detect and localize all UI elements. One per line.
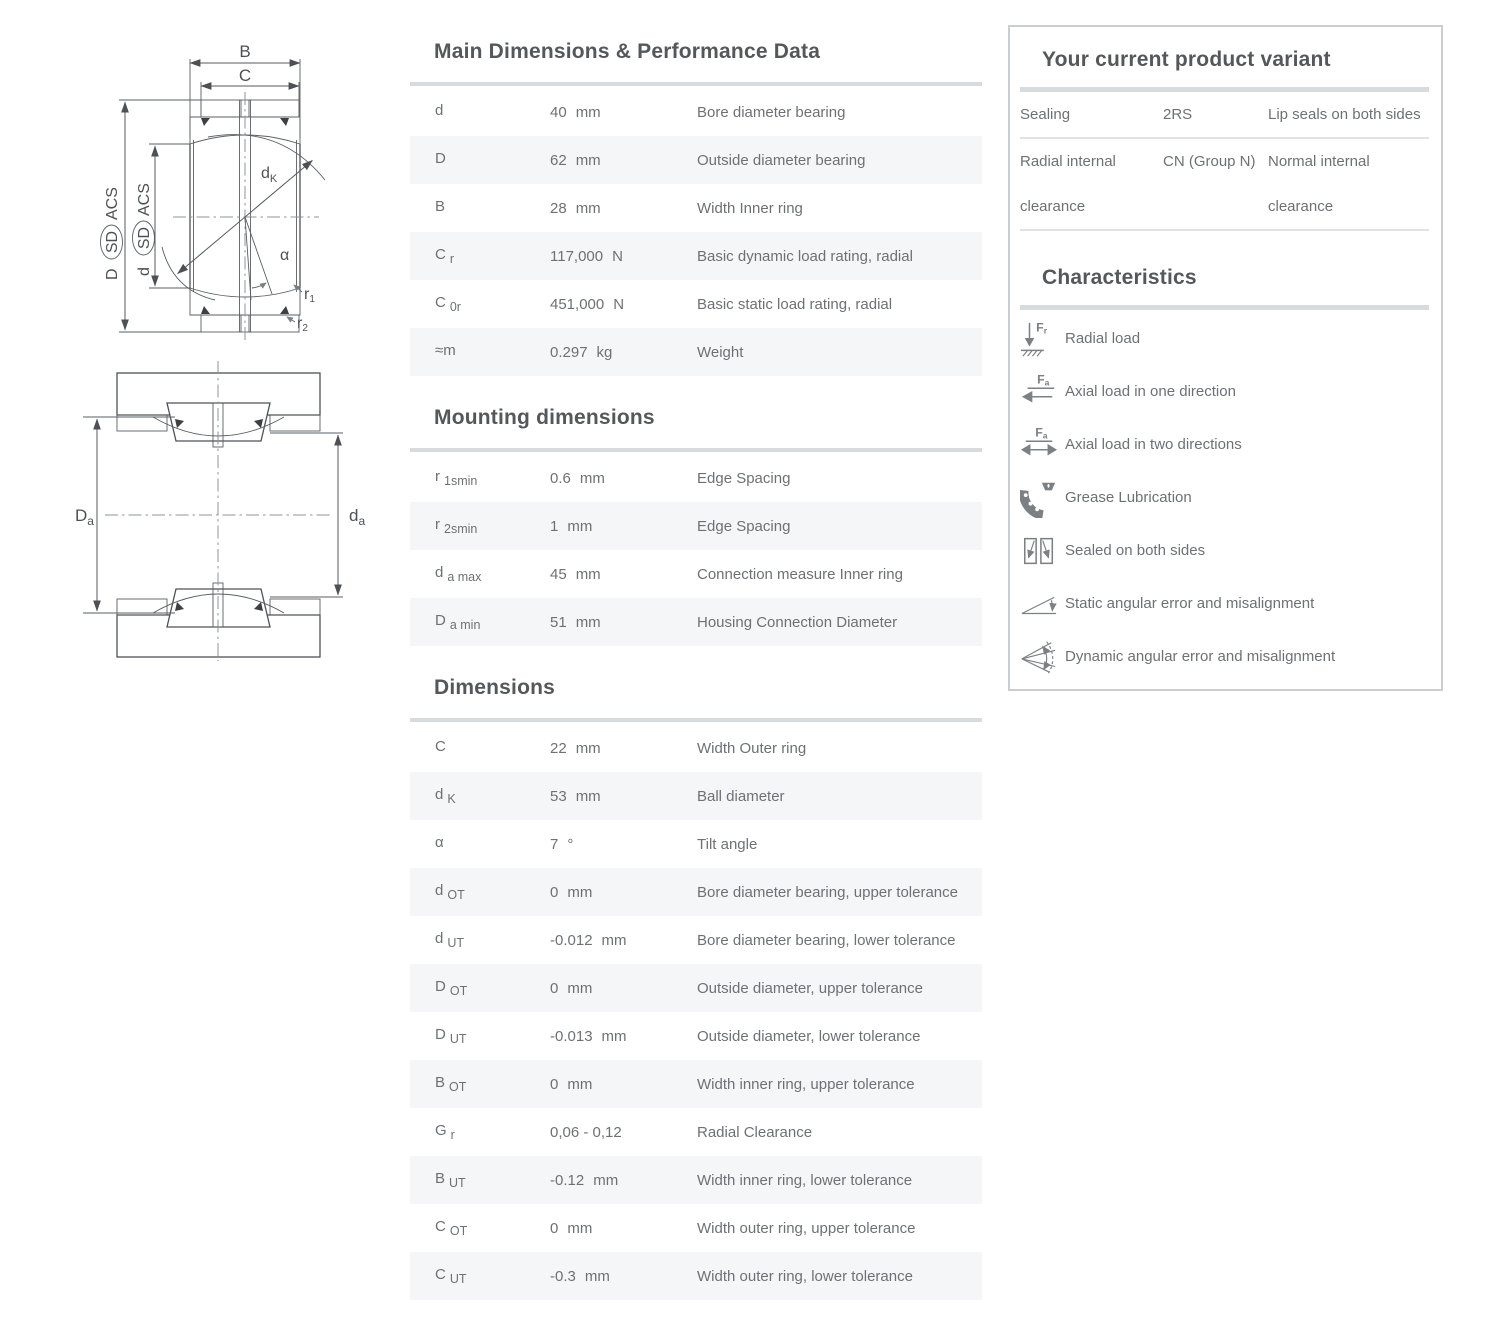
- svg-text:d: d: [136, 267, 153, 276]
- characteristic-label: Dynamic angular error and misalignment: [1065, 648, 1336, 665]
- description-cell: Tilt angle: [697, 835, 758, 853]
- value-cell: 0 mm: [550, 883, 593, 901]
- description-cell: Basic dynamic load rating, radial: [697, 247, 913, 265]
- table-row: [410, 1012, 982, 1060]
- svg-text:Fr: Fr: [1036, 319, 1048, 335]
- symbol-cell: C $_{0r}$: [435, 294, 461, 314]
- value-cell: 22 mm: [550, 739, 601, 757]
- table-row: [410, 772, 982, 820]
- section-title: Mounting dimensions: [434, 406, 655, 429]
- svg-text:Fa: Fa: [1037, 371, 1050, 387]
- value-cell: 0.297 kg: [550, 343, 613, 361]
- axial-load-two-directions-icon: [1020, 425, 1058, 465]
- symbol-cell: ≈m: [435, 342, 456, 359]
- shaft-diameter-label: $d_a$: [349, 506, 366, 528]
- characteristic-label: Radial load: [1065, 330, 1141, 347]
- description-cell: Housing Connection Diameter: [697, 613, 898, 631]
- description-cell: Basic static load rating, radial: [697, 295, 893, 313]
- svg-text:D: D: [104, 268, 121, 280]
- housing-diameter-label: $D_a$: [75, 506, 94, 528]
- description-cell: Width Inner ring: [697, 199, 803, 217]
- table-row: [410, 184, 982, 232]
- dimension-tables-column: [410, 38, 982, 1300]
- variant-value: 2RS: [1163, 106, 1193, 123]
- symbol-cell: C $_{UT}$: [435, 1266, 467, 1286]
- dk-label: $d_K$: [261, 165, 278, 185]
- symbol-cell: d $_{a max}$: [435, 564, 482, 584]
- table-row: [410, 964, 982, 1012]
- characteristics-list: [1020, 312, 1429, 683]
- panel-divider: [1020, 305, 1429, 310]
- svg-text:SD: SD: [136, 226, 153, 250]
- symbol-cell: D: [435, 150, 446, 167]
- description-cell: Bore diameter bearing, upper tolerance: [697, 883, 958, 901]
- characteristic-item: [1020, 418, 1429, 471]
- variant-value: CN (Group N): [1163, 153, 1256, 170]
- value-cell: 51 mm: [550, 613, 601, 631]
- alpha-label: α: [280, 247, 290, 264]
- value-cell: 62 mm: [550, 151, 601, 169]
- variant-row: [1020, 92, 1429, 137]
- table-row: [410, 868, 982, 916]
- symbol-cell: d $_{OT}$: [435, 882, 465, 902]
- characteristics-title: Characteristics: [1042, 266, 1197, 289]
- svg-text:ACS: ACS: [136, 183, 153, 216]
- table-row: [410, 88, 982, 136]
- radial-load-icon: [1020, 319, 1058, 359]
- value-cell: -0.3 mm: [550, 1267, 610, 1285]
- variant-description: Normal internal clearance: [1268, 153, 1370, 215]
- main-dimensions-section: [410, 38, 982, 376]
- symbol-cell: G $_r$: [435, 1122, 455, 1142]
- section-divider: [410, 448, 982, 452]
- characteristic-label: Sealed on both sides: [1065, 542, 1206, 559]
- table-row: [410, 1060, 982, 1108]
- symbol-cell: D $_{OT}$: [435, 978, 468, 998]
- value-cell: -0.012 mm: [550, 931, 627, 949]
- table-row: [410, 820, 982, 868]
- symbol-cell: B $_{OT}$: [435, 1074, 467, 1094]
- value-cell: 45 mm: [550, 565, 601, 583]
- dimensions-table: [410, 724, 982, 1300]
- svg-text:SD: SD: [104, 230, 121, 254]
- variant-description: Lip seals on both sides: [1268, 106, 1421, 123]
- bearing-cross-section-drawing: [75, 28, 370, 346]
- section-title: Main Dimensions & Performance Data: [434, 40, 821, 63]
- r2-label: r2: [297, 315, 308, 334]
- variant-row: [1020, 139, 1429, 229]
- bore-diameter-axis-label: [133, 183, 155, 276]
- mounting-dimensions-section: [410, 404, 982, 646]
- section-divider: [410, 82, 982, 86]
- description-cell: Outside diameter bearing: [697, 151, 866, 169]
- mounting-dimensions-table: [410, 454, 982, 646]
- value-cell: -0.12 mm: [550, 1171, 619, 1189]
- svg-text:ACS: ACS: [104, 187, 121, 220]
- symbol-cell: d: [435, 102, 444, 119]
- symbol-cell: α: [435, 834, 444, 851]
- description-cell: Bore diameter bearing, lower tolerance: [697, 931, 956, 949]
- table-row: [410, 328, 982, 376]
- symbol-cell: D $_{a min}$: [435, 612, 481, 632]
- table-row: [410, 550, 982, 598]
- dynamic-angular-error-icon: [1020, 637, 1058, 677]
- bearing-mounted-drawing: [75, 355, 370, 667]
- description-cell: Connection measure Inner ring: [697, 565, 903, 583]
- value-cell: 40 mm: [550, 103, 601, 121]
- table-row: [410, 454, 982, 502]
- table-row: [410, 502, 982, 550]
- table-row: [410, 1252, 982, 1300]
- value-cell: -0.013 mm: [550, 1027, 627, 1045]
- value-cell: 0 mm: [550, 1219, 593, 1237]
- characteristic-label: Axial load in one direction: [1065, 383, 1236, 400]
- axial-load-one-direction-icon: [1020, 372, 1058, 412]
- svg-text:Fa: Fa: [1035, 424, 1048, 440]
- table-row: [410, 1204, 982, 1252]
- section-title: Dimensions: [434, 676, 556, 699]
- dimensions-section: [410, 674, 982, 1300]
- characteristic-item: [1020, 365, 1429, 418]
- symbol-cell: d $_K$: [435, 786, 456, 806]
- table-row: [410, 598, 982, 646]
- description-cell: Width outer ring, upper tolerance: [697, 1219, 916, 1237]
- value-cell: 117,000 N: [550, 247, 623, 265]
- table-row: [410, 724, 982, 772]
- table-row: [410, 232, 982, 280]
- characteristic-label: Grease Lubrication: [1065, 489, 1192, 506]
- value-cell: 451,000 N: [550, 295, 625, 313]
- description-cell: Edge Spacing: [697, 469, 791, 487]
- description-cell: Bore diameter bearing: [697, 103, 846, 121]
- value-cell: 53 mm: [550, 787, 601, 805]
- characteristic-label: Axial load in two directions: [1065, 436, 1242, 453]
- characteristic-item: [1020, 312, 1429, 365]
- value-cell: 0 mm: [550, 979, 593, 997]
- static-angular-error-icon: [1020, 584, 1058, 624]
- description-cell: Width inner ring, lower tolerance: [697, 1171, 913, 1189]
- value-cell: 0,06 - 0,12: [550, 1123, 622, 1141]
- description-cell: Width inner ring, upper tolerance: [697, 1075, 915, 1093]
- variant-label: Sealing: [1020, 106, 1071, 123]
- description-cell: Width outer ring, lower tolerance: [697, 1267, 913, 1285]
- value-cell: 1 mm: [550, 517, 593, 535]
- description-cell: Outside diameter, lower tolerance: [697, 1027, 921, 1045]
- symbol-cell: r $_{2smin}$: [435, 516, 478, 536]
- panel-divider: [1020, 229, 1429, 231]
- characteristic-label: Static angular error and misalignment: [1065, 595, 1315, 612]
- grease-lubrication-icon: [1020, 478, 1058, 518]
- dim-b-label: B: [239, 42, 251, 61]
- characteristic-item: [1020, 577, 1429, 630]
- description-cell: Outside diameter, upper tolerance: [697, 979, 923, 997]
- characteristic-item: [1020, 630, 1429, 683]
- table-row: [410, 916, 982, 964]
- description-cell: Width Outer ring: [697, 739, 807, 757]
- table-row: [410, 280, 982, 328]
- symbol-cell: B: [435, 198, 446, 215]
- characteristic-item: [1020, 471, 1429, 524]
- symbol-cell: d $_{UT}$: [435, 930, 465, 950]
- description-cell: Weight: [697, 343, 744, 361]
- value-cell: 0.6 mm: [550, 469, 605, 487]
- value-cell: 28 mm: [550, 199, 601, 217]
- dim-c-label: C: [238, 66, 252, 85]
- r1-label: r1: [304, 286, 315, 305]
- description-cell: Ball diameter: [697, 787, 785, 805]
- table-row: [410, 136, 982, 184]
- value-cell: 7 °: [550, 835, 574, 853]
- section-divider: [410, 718, 982, 722]
- symbol-cell: C $_{OT}$: [435, 1218, 468, 1238]
- symbol-cell: C: [435, 738, 446, 755]
- table-row: [410, 1108, 982, 1156]
- outer-diameter-axis-label: [101, 187, 123, 280]
- symbol-cell: r $_{1smin}$: [435, 468, 478, 488]
- variant-label: Radial internal clearance: [1020, 153, 1116, 215]
- symbol-cell: C $_r$: [435, 246, 455, 266]
- product-variant-panel: [1008, 25, 1443, 691]
- variant-panel-title: Your current product variant: [1042, 48, 1331, 71]
- description-cell: Radial Clearance: [697, 1123, 813, 1141]
- description-cell: Edge Spacing: [697, 517, 791, 535]
- sealed-on-both-sides-icon: [1020, 531, 1058, 571]
- symbol-cell: D $_{UT}$: [435, 1026, 467, 1046]
- main-dimensions-table: [410, 88, 982, 376]
- table-row: [410, 1156, 982, 1204]
- value-cell: 0 mm: [550, 1075, 593, 1093]
- characteristic-item: [1020, 524, 1429, 577]
- symbol-cell: B $_{UT}$: [435, 1170, 466, 1190]
